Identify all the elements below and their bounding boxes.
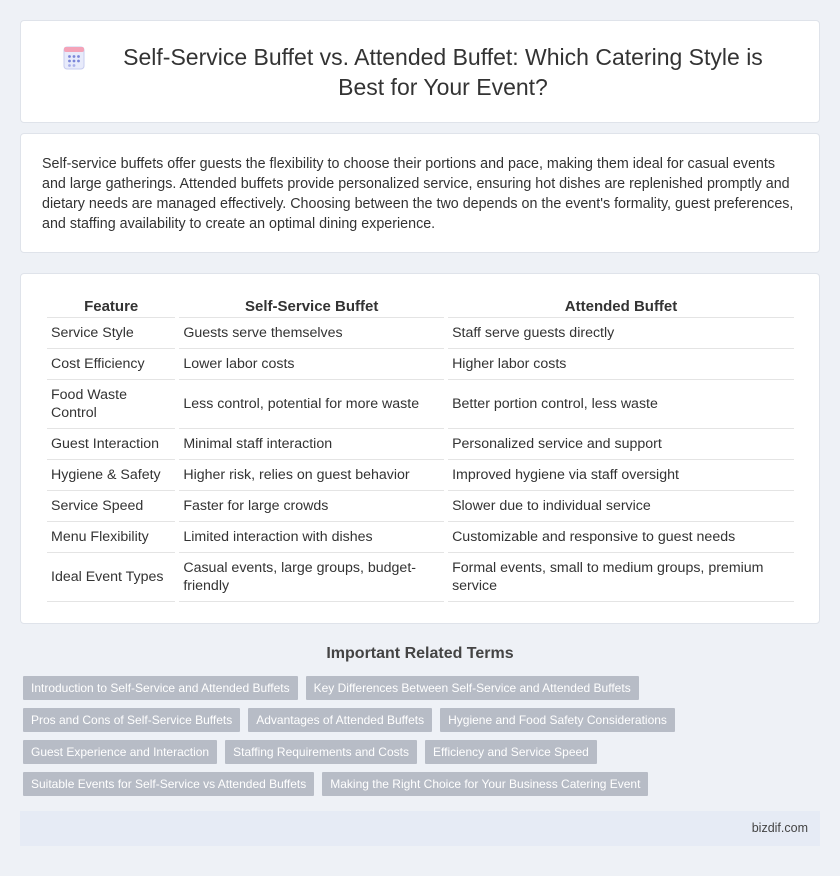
tag-row — [23, 676, 823, 700]
tag-row — [23, 772, 823, 796]
intro-paragraph: Self-service buffets offer guests the flexibility to choose their portions and pace, making them ideal for casual events and large gatherings. Attended buffets provide personalized service, ensuring hot dishes are replenished promptly and dietary needs are managed effectively. Choosing between the two depends on the event's formality, guest preferences, and staffing availability to create an optimal dining experience. — [42, 156, 794, 232]
feature-cell: Hygiene & Safety — [47, 460, 175, 491]
intro-card — [20, 133, 820, 253]
related-term-tag[interactable]: Staffing Requirements and Costs — [225, 740, 417, 764]
related-term-tag[interactable]: Guest Experience and Interaction — [23, 740, 217, 764]
related-term-tag[interactable]: Advantages of Attended Buffets — [248, 708, 432, 732]
comparison-table — [43, 296, 798, 602]
self-service-cell: Limited interaction with dishes — [179, 522, 444, 553]
feature-cell: Menu Flexibility — [47, 522, 175, 553]
related-term-tag[interactable]: Pros and Cons of Self-Service Buffets — [23, 708, 240, 732]
attended-cell: Customizable and responsive to guest needs — [448, 522, 794, 553]
header-attended: Attended Buffet — [448, 296, 794, 318]
related-term-tag[interactable]: Introduction to Self-Service and Attended Buffets — [23, 676, 298, 700]
attended-cell: Improved hygiene via staff oversight — [448, 460, 794, 491]
header-self-service: Self-Service Buffet — [179, 296, 444, 318]
self-service-cell: Guests serve themselves — [179, 318, 444, 349]
feature-cell: Cost Efficiency — [47, 349, 175, 380]
related-term-tag[interactable]: Making the Right Choice for Your Business Catering Event — [322, 772, 648, 796]
self-service-cell: Lower labor costs — [179, 349, 444, 380]
table-header-row — [47, 296, 794, 318]
related-terms-list — [23, 676, 823, 804]
tag-row — [23, 740, 823, 764]
table-row — [47, 460, 794, 491]
feature-cell: Ideal Event Types — [47, 553, 175, 602]
footer-bar — [20, 811, 820, 846]
table-row — [47, 318, 794, 349]
related-term-tag[interactable]: Key Differences Between Self-Service and Attended Buffets — [306, 676, 639, 700]
self-service-cell: Less control, potential for more waste — [179, 380, 444, 429]
attended-cell: Personalized service and support — [448, 429, 794, 460]
feature-cell: Food Waste Control — [47, 380, 175, 429]
attended-cell: Slower due to individual service — [448, 491, 794, 522]
document-list-icon — [61, 45, 87, 71]
self-service-cell: Minimal staff interaction — [179, 429, 444, 460]
table-row — [47, 522, 794, 553]
comparison-card — [20, 273, 820, 624]
related-term-tag[interactable]: Efficiency and Service Speed — [425, 740, 597, 764]
self-service-cell: Faster for large crowds — [179, 491, 444, 522]
feature-cell: Guest Interaction — [47, 429, 175, 460]
related-term-tag[interactable]: Suitable Events for Self-Service vs Attended Buffets — [23, 772, 314, 796]
related-term-tag[interactable]: Hygiene and Food Safety Considerations — [440, 708, 675, 732]
self-service-cell: Casual events, large groups, budget-friendly — [179, 553, 444, 602]
self-service-cell: Higher risk, relies on guest behavior — [179, 460, 444, 491]
attended-cell: Better portion control, less waste — [448, 380, 794, 429]
title-card — [20, 20, 820, 123]
header-feature: Feature — [47, 296, 175, 318]
table-row — [47, 553, 794, 602]
attended-cell: Staff serve guests directly — [448, 318, 794, 349]
feature-cell: Service Style — [47, 318, 175, 349]
feature-cell: Service Speed — [47, 491, 175, 522]
table-row — [47, 491, 794, 522]
table-row — [47, 429, 794, 460]
related-terms-title: Important Related Terms — [326, 645, 514, 662]
title-row — [21, 21, 819, 122]
attended-cell: Higher labor costs — [448, 349, 794, 380]
attended-cell: Formal events, small to medium groups, premium service — [448, 553, 794, 602]
page-title: Self-Service Buffet vs. Attended Buffet: Which Catering Style is Best for Your Event? — [123, 43, 763, 100]
site-name[interactable]: bizdif.com — [751, 821, 808, 835]
table-row — [47, 349, 794, 380]
table-row — [47, 380, 794, 429]
tag-row — [23, 708, 823, 732]
